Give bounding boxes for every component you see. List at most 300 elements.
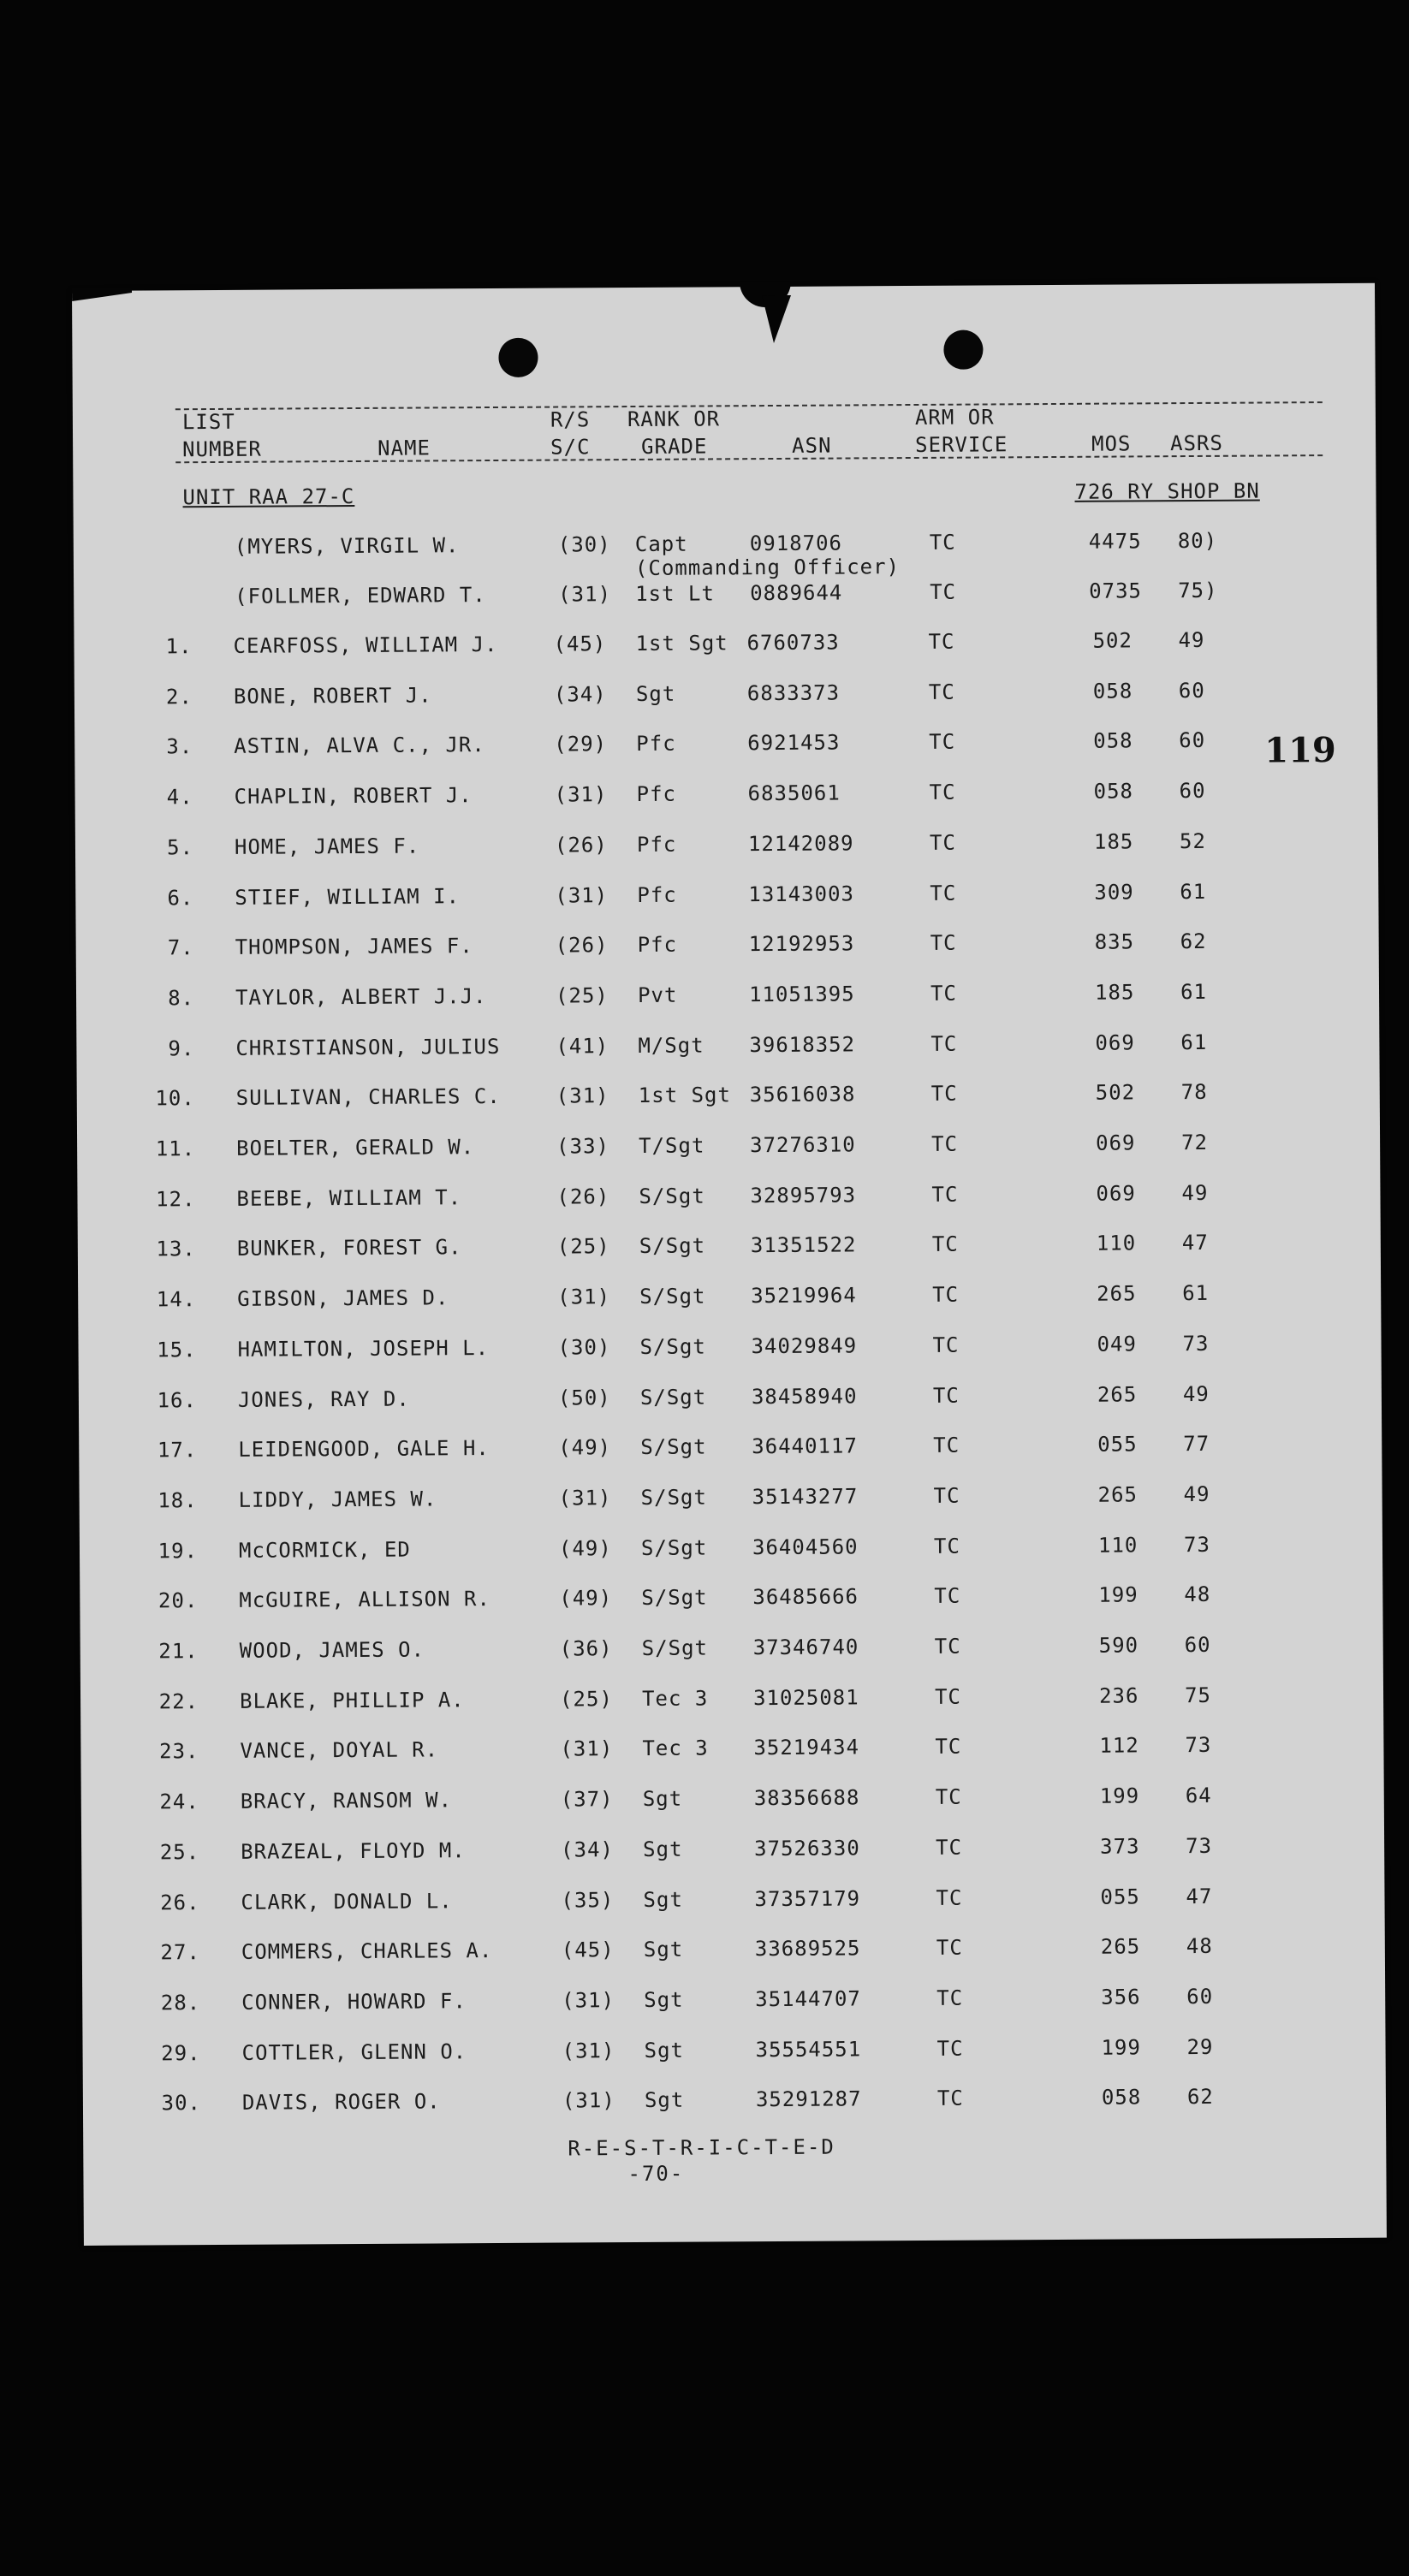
row-name: JONES, RAY D. bbox=[237, 1386, 410, 1412]
table-row bbox=[76, 929, 1379, 970]
row-number: 27. bbox=[160, 1940, 200, 1965]
row-name: VANCE, DOYAL R. bbox=[240, 1737, 439, 1763]
row-name: (MYERS, VIRGIL W. bbox=[234, 533, 460, 559]
row-asn: 35219434 bbox=[753, 1735, 860, 1760]
header-name: NAME bbox=[378, 436, 431, 460]
row-rank: S/Sgt bbox=[639, 1284, 706, 1309]
table-row bbox=[80, 1582, 1382, 1623]
row-asrs: 49 bbox=[1183, 1481, 1210, 1507]
row-rank: Capt bbox=[634, 531, 688, 556]
row-asn: 38356688 bbox=[753, 1785, 860, 1811]
table-row bbox=[82, 1984, 1385, 2026]
row-rs: (31) bbox=[560, 1736, 614, 1761]
row-arm: TC bbox=[928, 680, 955, 704]
row-name: CHAPLIN, ROBERT J. bbox=[234, 783, 473, 809]
row-asn: 11051395 bbox=[748, 982, 855, 1007]
row-rank: S/Sgt bbox=[639, 1334, 706, 1359]
row-rank: Sgt bbox=[643, 1937, 684, 1962]
row-asn: 0918706 bbox=[749, 531, 843, 556]
row-number: 16. bbox=[157, 1388, 198, 1413]
row-mos: 199 bbox=[1098, 1582, 1138, 1607]
row-arm: TC bbox=[933, 1534, 960, 1558]
page-number: -70- bbox=[627, 2161, 685, 2187]
row-number: 29. bbox=[161, 2041, 201, 2066]
row-asn: 35291287 bbox=[755, 2086, 862, 2112]
document-page bbox=[72, 283, 1387, 2246]
table-row bbox=[80, 1532, 1382, 1574]
row-mos: 590 bbox=[1098, 1633, 1139, 1658]
row-asrs: 62 bbox=[1186, 2084, 1214, 2110]
row-name: CEARFOSS, WILLIAM J. bbox=[233, 632, 498, 658]
row-number: 26. bbox=[160, 1890, 200, 1915]
row-rs: (31) bbox=[562, 2039, 615, 2063]
table-row bbox=[74, 678, 1377, 720]
header-rule-bottom bbox=[175, 454, 1323, 463]
row-rank: S/Sgt bbox=[641, 1635, 709, 1660]
row-arm: TC bbox=[929, 729, 956, 754]
row-arm: TC bbox=[930, 930, 957, 955]
row-rank: S/Sgt bbox=[640, 1434, 707, 1459]
row-arm: TC bbox=[933, 1433, 960, 1457]
row-rs: (31) bbox=[554, 782, 608, 807]
row-number: 8. bbox=[168, 986, 195, 1011]
table-row bbox=[77, 1130, 1380, 1172]
row-rank: Pfc bbox=[636, 832, 677, 857]
row-mos: 265 bbox=[1097, 1482, 1138, 1507]
row-rs: (26) bbox=[555, 933, 609, 958]
table-row bbox=[76, 1030, 1379, 1071]
header-rank-2: GRADE bbox=[641, 434, 708, 459]
row-rs: (31) bbox=[556, 1083, 609, 1108]
row-asrs: 60 bbox=[1179, 778, 1206, 804]
row-number: 11. bbox=[155, 1137, 196, 1161]
table-row bbox=[82, 1933, 1385, 1975]
row-number: 28. bbox=[160, 1991, 201, 2015]
table-row bbox=[76, 979, 1379, 1021]
table-row bbox=[78, 1331, 1381, 1373]
row-rank: S/Sgt bbox=[639, 1233, 706, 1258]
row-rs: (25) bbox=[555, 983, 609, 1008]
row-number: 1. bbox=[165, 634, 193, 659]
punch-hole-left bbox=[498, 338, 538, 377]
row-rs: (45) bbox=[561, 1938, 615, 1962]
row-asn: 37357179 bbox=[754, 1886, 861, 1912]
row-number: 13. bbox=[156, 1237, 196, 1261]
row-asn: 36404560 bbox=[752, 1534, 859, 1560]
row-arm: TC bbox=[931, 1232, 959, 1256]
header-arm-1: ARM OR bbox=[914, 405, 995, 430]
row-asrs: 73 bbox=[1183, 1532, 1210, 1558]
row-arm: TC bbox=[931, 1131, 959, 1156]
row-asn: 31351522 bbox=[750, 1232, 857, 1258]
header-asn: ASN bbox=[792, 433, 832, 458]
table-row bbox=[74, 627, 1376, 669]
row-rs: (33) bbox=[556, 1134, 609, 1159]
row-arm: TC bbox=[931, 1182, 959, 1207]
row-mos: 069 bbox=[1096, 1131, 1136, 1155]
row-arm: TC bbox=[935, 1734, 962, 1759]
row-rank: S/Sgt bbox=[641, 1585, 708, 1610]
row-asn: 37276310 bbox=[750, 1132, 856, 1158]
officer-row bbox=[74, 528, 1376, 580]
row-rs: (25) bbox=[556, 1234, 610, 1259]
row-arm: TC bbox=[929, 780, 956, 804]
row-asrs: 47 bbox=[1186, 1884, 1213, 1909]
row-rs: (36) bbox=[559, 1636, 613, 1661]
row-asrs: 29 bbox=[1186, 2034, 1214, 2060]
row-rank: M/Sgt bbox=[638, 1033, 704, 1058]
row-asn: 34029849 bbox=[751, 1333, 858, 1359]
row-rs: (29) bbox=[554, 732, 608, 757]
row-rs: (30) bbox=[557, 532, 611, 557]
table-row bbox=[82, 2034, 1385, 2076]
row-arm: TC bbox=[934, 1583, 961, 1608]
header-list-number-1: LIST bbox=[181, 409, 235, 435]
row-rank: Sgt bbox=[644, 2038, 685, 2063]
row-name: GIBSON, JAMES D. bbox=[237, 1285, 449, 1311]
row-mos: 265 bbox=[1100, 1934, 1141, 1959]
row-asrs: 64 bbox=[1185, 1783, 1212, 1808]
table-row bbox=[81, 1783, 1384, 1825]
row-asrs: 72 bbox=[1181, 1130, 1209, 1155]
header-mos: MOS bbox=[1091, 431, 1132, 456]
row-asrs: 48 bbox=[1184, 1582, 1211, 1607]
row-name: DAVIS, ROGER O. bbox=[241, 2089, 441, 2115]
row-rank: S/Sgt bbox=[639, 1184, 705, 1208]
row-number: 25. bbox=[159, 1840, 200, 1865]
row-mos: 835 bbox=[1094, 929, 1135, 954]
row-arm: TC bbox=[933, 1483, 960, 1508]
row-rank: Tec 3 bbox=[642, 1736, 709, 1760]
row-arm: TC bbox=[936, 1985, 964, 2010]
row-name: BUNKER, FOREST G. bbox=[236, 1235, 462, 1261]
row-number: 3. bbox=[166, 734, 193, 759]
row-rank: Sgt bbox=[644, 1987, 684, 2012]
table-row bbox=[80, 1683, 1383, 1724]
row-name: HOME, JAMES F. bbox=[234, 834, 420, 859]
row-mos: 055 bbox=[1097, 1432, 1138, 1457]
row-rs: (34) bbox=[553, 682, 607, 707]
row-rs: (31) bbox=[562, 1988, 615, 2013]
row-rank: 1st Sgt bbox=[638, 1083, 731, 1107]
row-rank: Sgt bbox=[635, 681, 676, 706]
row-rank: Pfc bbox=[637, 882, 677, 907]
row-asrs: 49 bbox=[1182, 1381, 1210, 1407]
row-asn: 12192953 bbox=[748, 931, 855, 957]
row-name: THOMPSON, JAMES F. bbox=[235, 934, 473, 959]
row-name: ASTIN, ALVA C., JR. bbox=[234, 733, 485, 758]
row-asn: 36485666 bbox=[752, 1584, 859, 1610]
row-rank: 1st Lt bbox=[635, 581, 715, 606]
row-mos: 0735 bbox=[1089, 579, 1143, 603]
header-asrs: ASRS bbox=[1170, 430, 1223, 456]
table-row bbox=[81, 1833, 1384, 1875]
row-arm: TC bbox=[929, 530, 956, 555]
row-mos: 069 bbox=[1096, 1181, 1136, 1206]
row-arm: TC bbox=[930, 981, 958, 1006]
row-rank: Pfc bbox=[636, 781, 677, 806]
row-rank: Tec 3 bbox=[641, 1686, 709, 1711]
row-rank: T/Sgt bbox=[639, 1133, 705, 1158]
table-row bbox=[80, 1632, 1383, 1674]
restricted-marking: R-E-S-T-R-I-C-T-E-D bbox=[568, 2134, 835, 2161]
row-rs: (31) bbox=[562, 2088, 615, 2113]
row-mos: 185 bbox=[1094, 980, 1135, 1005]
row-arm: TC bbox=[930, 1081, 958, 1106]
header-rs-2: S/C bbox=[550, 435, 591, 460]
row-mos: 069 bbox=[1095, 1030, 1135, 1055]
row-mos: 110 bbox=[1096, 1231, 1137, 1255]
row-rank: 1st Sgt bbox=[635, 631, 728, 656]
row-name: HAMILTON, JOSEPH L. bbox=[237, 1336, 490, 1362]
row-arm: TC bbox=[929, 830, 956, 855]
unit-label: UNIT RAA 27-C bbox=[182, 484, 355, 510]
row-rs: (41) bbox=[556, 1034, 609, 1059]
row-rs: (31) bbox=[558, 1486, 612, 1511]
table-row bbox=[80, 1481, 1382, 1523]
officer-row bbox=[74, 578, 1376, 620]
table-row bbox=[77, 1079, 1380, 1121]
row-asrs: 78 bbox=[1180, 1079, 1208, 1105]
row-name: CHRISTIANSON, JULIUS bbox=[235, 1034, 501, 1060]
torn-edge bbox=[762, 295, 791, 343]
row-number: 23. bbox=[158, 1739, 199, 1764]
row-rank: S/Sgt bbox=[640, 1485, 707, 1510]
row-arm: TC bbox=[928, 629, 955, 654]
row-rs: (31) bbox=[558, 582, 612, 607]
row-arm: TC bbox=[930, 1031, 958, 1056]
row-mos: 502 bbox=[1095, 1080, 1136, 1105]
row-asn: 31025081 bbox=[752, 1685, 859, 1711]
row-name: CONNER, HOWARD F. bbox=[241, 1989, 467, 2015]
row-asrs: 48 bbox=[1186, 1933, 1213, 1959]
table-row bbox=[74, 727, 1377, 769]
row-mos: 199 bbox=[1099, 1784, 1140, 1808]
row-mos: 4475 bbox=[1088, 529, 1142, 554]
row-asn: 35144707 bbox=[755, 1986, 861, 2012]
row-arm: TC bbox=[932, 1333, 960, 1357]
row-rank: Sgt bbox=[642, 1786, 683, 1811]
row-rank: Pfc bbox=[637, 932, 678, 957]
row-arm: TC bbox=[934, 1684, 962, 1709]
row-asrs: 60 bbox=[1184, 1632, 1211, 1658]
row-rs: (34) bbox=[561, 1837, 615, 1862]
row-arm: TC bbox=[932, 1282, 960, 1307]
row-asrs: 52 bbox=[1179, 828, 1206, 854]
row-arm: TC bbox=[936, 2036, 964, 2061]
row-number: 24. bbox=[159, 1790, 199, 1814]
row-asn: 35219964 bbox=[751, 1283, 857, 1309]
table-row bbox=[79, 1381, 1382, 1423]
row-rank: Sgt bbox=[643, 1887, 683, 1912]
row-rs: (35) bbox=[561, 1888, 615, 1913]
row-rs: (31) bbox=[557, 1285, 611, 1309]
row-asrs: 80) bbox=[1177, 528, 1218, 554]
row-asrs: 75) bbox=[1178, 578, 1218, 603]
row-name: SULLIVAN, CHARLES C. bbox=[235, 1083, 501, 1110]
row-arm: TC bbox=[936, 1835, 963, 1860]
row-name: (FOLLMER, EDWARD T. bbox=[235, 583, 486, 608]
row-asrs: 77 bbox=[1183, 1431, 1210, 1457]
row-rs: (26) bbox=[554, 833, 608, 858]
row-name: BONE, ROBERT J. bbox=[233, 683, 432, 709]
row-number: 18. bbox=[158, 1488, 198, 1513]
row-name: BEEBE, WILLIAM T. bbox=[236, 1185, 462, 1211]
header-arm-2: SERVICE bbox=[915, 432, 1008, 457]
row-name: BRACY, RANSOM W. bbox=[240, 1788, 453, 1813]
row-asn: 0889644 bbox=[750, 580, 843, 606]
row-mos: 265 bbox=[1097, 1281, 1137, 1306]
row-mos: 356 bbox=[1101, 1985, 1141, 2009]
row-mos: 112 bbox=[1099, 1733, 1139, 1758]
row-asrs: 73 bbox=[1182, 1331, 1210, 1356]
row-number: 2. bbox=[165, 685, 193, 709]
row-mos: 199 bbox=[1101, 2035, 1142, 2060]
row-rs: (25) bbox=[559, 1687, 613, 1712]
row-number: 30. bbox=[161, 2091, 202, 2116]
row-arm: TC bbox=[936, 2086, 964, 2110]
row-asn: 33689525 bbox=[754, 1936, 861, 1962]
unit-battalion: 726 RY SHOP BN bbox=[1074, 478, 1260, 504]
row-mos: 058 bbox=[1093, 728, 1133, 753]
row-mos: 058 bbox=[1092, 679, 1133, 703]
row-arm: TC bbox=[930, 579, 957, 604]
row-rank: Sgt bbox=[644, 2087, 685, 2112]
row-rank: S/Sgt bbox=[640, 1535, 708, 1560]
row-asrs: 62 bbox=[1180, 929, 1207, 954]
row-name: COTTLER, GLENN O. bbox=[241, 2039, 467, 2065]
row-name: BRAZEAL, FLOYD M. bbox=[241, 1838, 466, 1864]
row-arm: TC bbox=[936, 1885, 963, 1910]
table-row bbox=[77, 1180, 1380, 1222]
row-rs: (49) bbox=[558, 1435, 612, 1460]
row-rs: (31) bbox=[555, 883, 609, 908]
table-row bbox=[81, 1884, 1384, 1926]
row-asn: 12142089 bbox=[747, 831, 854, 857]
row-name: BOELTER, GERALD W. bbox=[236, 1135, 475, 1160]
row-asrs: 49 bbox=[1181, 1180, 1209, 1206]
row-number: 15. bbox=[157, 1338, 197, 1362]
row-number: 6. bbox=[167, 886, 194, 911]
row-asrs: 47 bbox=[1181, 1230, 1209, 1255]
punch-hole-right bbox=[943, 329, 983, 369]
header-list-number-2: NUMBER bbox=[182, 436, 262, 462]
row-number: 9. bbox=[168, 1036, 195, 1061]
row-name: McCORMICK, ED bbox=[238, 1537, 411, 1563]
row-name: STIEF, WILLIAM I. bbox=[235, 884, 461, 910]
row-asrs: 61 bbox=[1180, 1030, 1208, 1055]
row-rank: Pvt bbox=[637, 982, 678, 1007]
row-name: WOOD, JAMES O. bbox=[239, 1637, 425, 1663]
row-rank: S/Sgt bbox=[639, 1385, 707, 1410]
row-asn: 6835061 bbox=[747, 781, 841, 806]
header-rs-1: R/S bbox=[550, 407, 591, 432]
row-rs: (45) bbox=[553, 632, 607, 656]
row-number: 22. bbox=[158, 1689, 199, 1714]
header-rule-top bbox=[175, 401, 1323, 410]
row-asrs: 73 bbox=[1186, 1833, 1213, 1859]
row-rank: Sgt bbox=[643, 1837, 683, 1861]
row-number: 12. bbox=[156, 1187, 196, 1212]
torn-edge bbox=[72, 288, 132, 301]
table-row bbox=[78, 1230, 1381, 1272]
row-number: 10. bbox=[155, 1086, 195, 1111]
table-row bbox=[78, 1280, 1381, 1322]
row-rs: (50) bbox=[557, 1386, 611, 1410]
row-asn: 35554551 bbox=[755, 2037, 862, 2063]
row-rank: Pfc bbox=[636, 731, 676, 756]
row-arm: TC bbox=[930, 881, 957, 905]
row-rs: (49) bbox=[558, 1536, 612, 1561]
row-number: 17. bbox=[157, 1438, 198, 1463]
row-asrs: 49 bbox=[1178, 627, 1205, 653]
table-row bbox=[79, 1431, 1382, 1473]
row-asrs: 60 bbox=[1178, 678, 1205, 703]
table-row bbox=[80, 1732, 1383, 1774]
row-asn: 37346740 bbox=[752, 1635, 859, 1660]
row-asn: 6921453 bbox=[747, 730, 841, 756]
row-asn: 37526330 bbox=[754, 1836, 860, 1861]
row-asn: 35616038 bbox=[749, 1082, 856, 1107]
row-mos: 502 bbox=[1092, 628, 1133, 653]
row-asrs: 75 bbox=[1184, 1683, 1212, 1708]
row-rs: (30) bbox=[557, 1335, 611, 1360]
row-mos: 309 bbox=[1094, 880, 1134, 905]
row-mos: 049 bbox=[1097, 1332, 1137, 1356]
row-asn: 39618352 bbox=[749, 1032, 856, 1058]
row-asrs: 73 bbox=[1185, 1732, 1212, 1758]
row-mos: 185 bbox=[1093, 829, 1134, 854]
row-mos: 058 bbox=[1101, 2085, 1142, 2110]
row-arm: TC bbox=[935, 1784, 962, 1809]
row-name: LIDDY, JAMES W. bbox=[238, 1487, 437, 1512]
row-number: 7. bbox=[167, 935, 194, 960]
row-mos: 236 bbox=[1098, 1683, 1139, 1708]
row-asn: 6760733 bbox=[746, 630, 840, 656]
row-name: CLARK, DONALD L. bbox=[241, 1889, 453, 1914]
row-asn: 32895793 bbox=[750, 1183, 857, 1208]
row-asrs: 60 bbox=[1186, 1984, 1214, 2009]
row-number: 21. bbox=[158, 1639, 199, 1664]
row-number: 4. bbox=[166, 785, 193, 810]
row-rs: (49) bbox=[559, 1586, 613, 1611]
row-mos: 265 bbox=[1097, 1382, 1138, 1407]
row-mos: 110 bbox=[1097, 1533, 1138, 1558]
table-row bbox=[75, 828, 1378, 870]
row-number: 5. bbox=[166, 835, 194, 860]
row-asrs: 61 bbox=[1182, 1280, 1210, 1306]
row-number: 14. bbox=[156, 1287, 197, 1312]
row-mos: 055 bbox=[1100, 1885, 1140, 1909]
row-number: 19. bbox=[158, 1539, 199, 1564]
row-rs: (26) bbox=[556, 1184, 610, 1209]
row-arm: TC bbox=[934, 1634, 961, 1659]
row-asn: 38458940 bbox=[751, 1384, 858, 1410]
table-row bbox=[83, 2084, 1386, 2126]
row-arm: TC bbox=[932, 1383, 960, 1408]
row-mos: 373 bbox=[1100, 1834, 1140, 1859]
row-asrs: 61 bbox=[1180, 979, 1208, 1005]
row-number: 20. bbox=[158, 1588, 199, 1613]
table-row bbox=[75, 778, 1378, 820]
row-name: COMMERS, CHARLES A. bbox=[241, 1938, 493, 1964]
row-asn: 36440117 bbox=[752, 1433, 858, 1459]
page-stamp-number: 119 bbox=[1264, 729, 1336, 771]
row-asn: 6833373 bbox=[746, 680, 841, 706]
row-name: McGUIRE, ALLISON R. bbox=[239, 1587, 490, 1612]
row-note: (Commanding Officer) bbox=[634, 555, 901, 580]
row-asn: 13143003 bbox=[748, 881, 854, 907]
